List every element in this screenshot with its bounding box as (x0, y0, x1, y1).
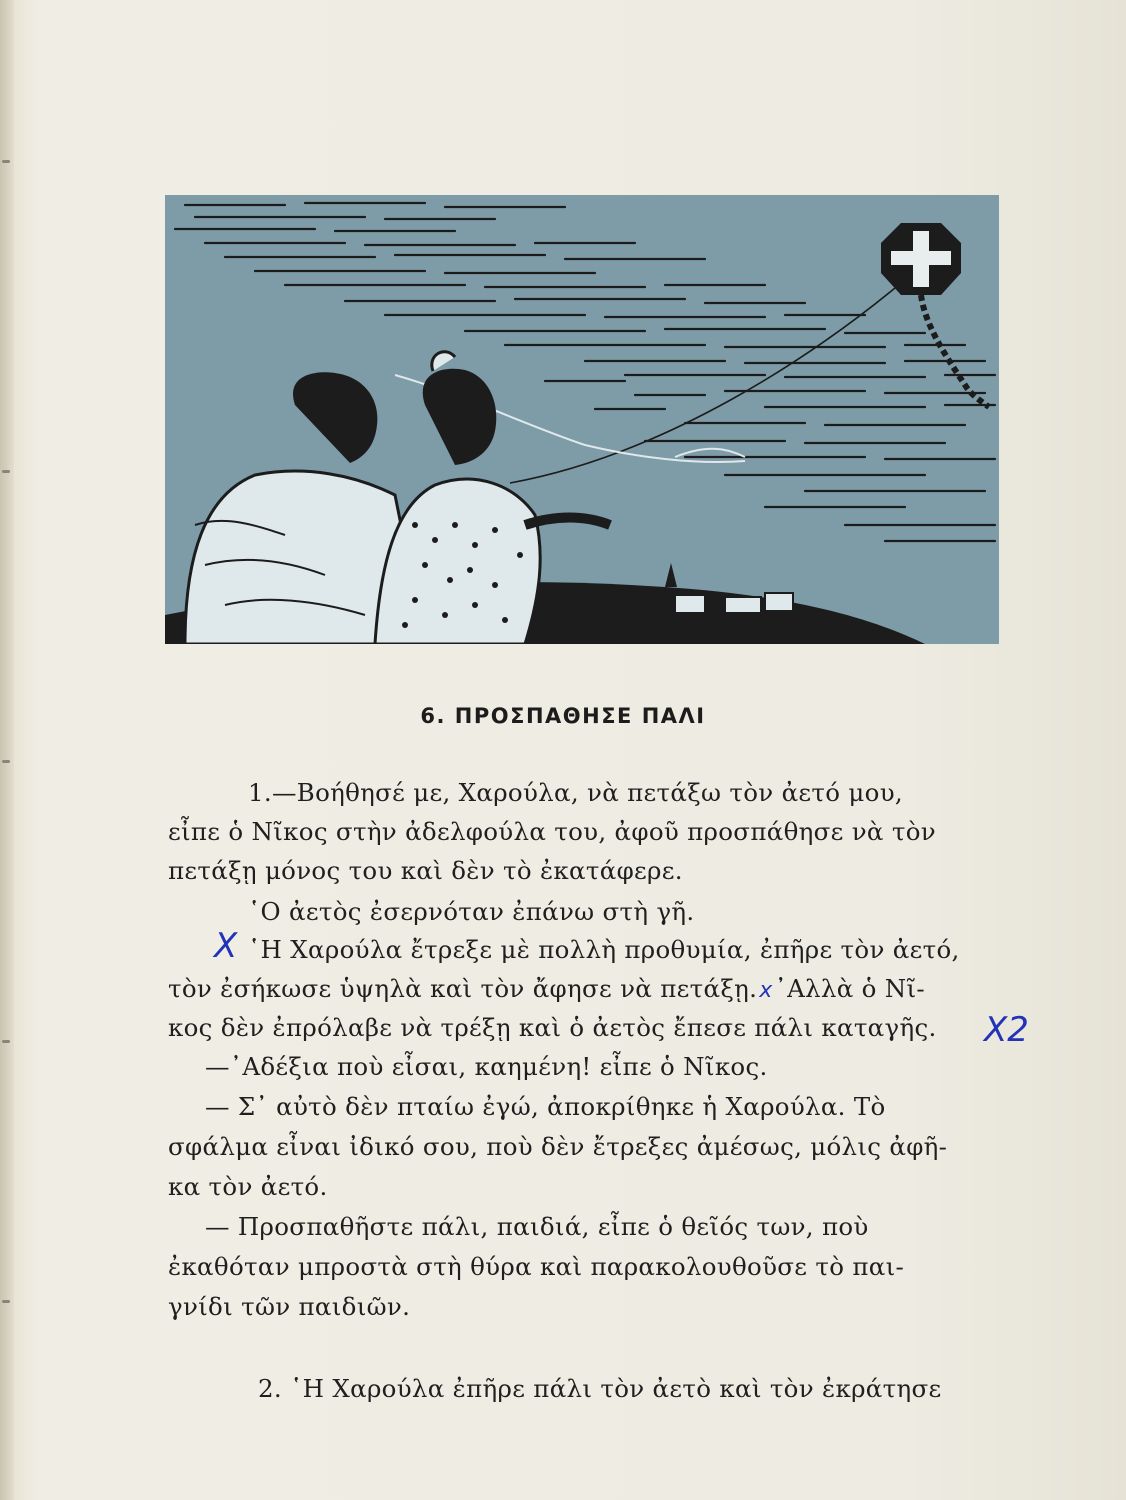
handwritten-x2-mark: X2 (984, 1010, 1029, 1050)
paragraph-number: 1. (248, 778, 272, 807)
stitch-mark (2, 1040, 10, 1043)
page-binding-edge (0, 0, 14, 1500)
paragraph-1-line-2: εἶπε ὁ Νῖκος στὴν ἀδελφούλα του, ἀφοῦ προσπάθησε νὰ τὸν (168, 817, 936, 846)
stitch-mark (2, 160, 10, 163)
handwritten-x-small: x (759, 978, 773, 1003)
dialogue-line-1: —᾿Αδέξια ποὺ εἶσαι, καημένη! εἶπε ὁ Νῖκος. (205, 1052, 768, 1081)
girl-paragraph-line-1: ῾Η Χαρούλα ἔτρεξε μὲ πολλὴ προθυμία, ἐπῆρε τὸν ἀετό, (248, 935, 960, 964)
text-line: τὸν ἐσήκωσε ὑψηλὰ καὶ τὸν ἄφησε νὰ πετάξῃ. (168, 974, 758, 1003)
text-line: —Βοήθησέ με, Χαρούλα, νὰ πετάξω τὸν ἀετό μου, (271, 778, 903, 807)
girl-paragraph-line-3: κος δὲν ἐπρόλαβε νὰ τρέξῃ καὶ ὁ ἀετὸς ἔπεσε πάλι καταγῆς. (168, 1013, 937, 1042)
dialogue-line-5: — Προσπαθῆστε πάλι, παιδιά, εἶπε ὁ θεῖός των, ποὺ (205, 1212, 869, 1241)
dialogue-line-4: κα τὸν ἀετό. (168, 1172, 328, 1201)
stitch-mark (2, 470, 10, 473)
text-line: ῾Η Χαρούλα ἐπῆρε πάλι τὸν ἀετὸ καὶ τὸν ἐκράτησε (290, 1374, 942, 1403)
paragraph-1-line-1 (248, 778, 903, 807)
dialogue-line-3: σφάλμα εἶναι ἰδικό σου, ποὺ δὲν ἔτρεξες ἀμέσως, μόλις ἀφῆ- (168, 1132, 948, 1161)
paragraph-number: 2. (258, 1374, 282, 1403)
handwritten-x-mark: X (214, 926, 238, 966)
stitch-mark (2, 760, 10, 763)
stitch-mark (2, 1300, 10, 1303)
dialogue-line-6: ἐκαθόταν μπροστὰ στὴ θύρα καὶ παρακολουθοῦσε τὸ παι- (168, 1252, 905, 1281)
chapter-title: 6. ΠΡΟΣΠΑΘΗΣΕ ΠΑΛΙ (420, 704, 706, 728)
paragraph-1-line-3: πετάξῃ μόνος του καὶ δὲν τὸ ἐκατάφερε. (168, 856, 683, 885)
paragraph-2-line-1 (258, 1374, 941, 1403)
kite-illustration-drawing (165, 195, 999, 644)
dialogue-line-7: γνίδι τῶν παιδιῶν. (168, 1292, 411, 1321)
text-line: ᾿Αλλὰ ὁ Νῖ- (774, 974, 926, 1003)
kite-illustration (165, 195, 999, 644)
dialogue-line-2: — Σ᾿ αὐτὸ δὲν πταίω ἐγώ, ἀποκρίθηκε ἡ Χαρούλα. Τὸ (205, 1092, 886, 1121)
kite-dragging-line: ῾Ο ἀετὸς ἐσερνόταν ἐπάνω στὴ γῆ. (248, 897, 695, 926)
girl-paragraph-line-2 (168, 974, 925, 1003)
